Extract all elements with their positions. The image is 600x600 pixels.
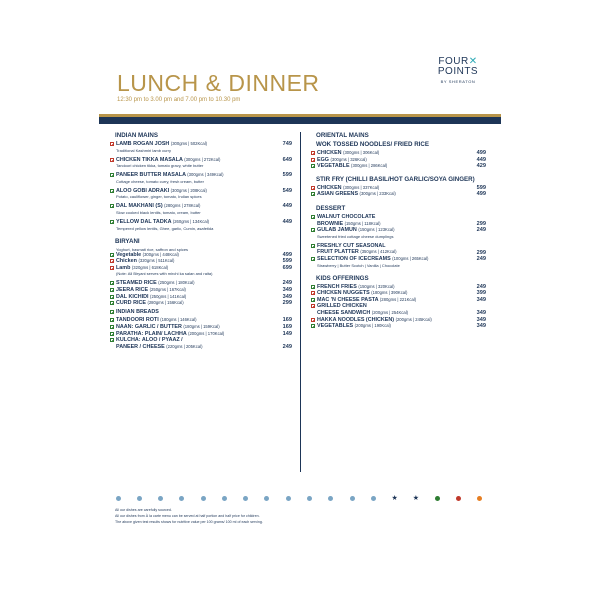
left-column	[110, 128, 292, 350]
contains-sesame-icon	[283, 494, 293, 502]
menu-item-oriental-chicken: CHICKEN (300gms | 306Kcal) 499	[311, 150, 486, 157]
footer-note-2: All our dishes from À la carte menu can be served at half portion and half price for children.	[115, 514, 260, 518]
veg-icon	[110, 253, 114, 257]
contains-alcohol-icon	[368, 494, 378, 502]
footer-note-3: The above given test results shows for nutritive value per 100 grams/ 100 ml of each serving.	[115, 520, 263, 524]
menu-item-biryani-chicken: Chicken (320gms | 511Kcal) 599	[110, 258, 292, 265]
price: 249	[476, 227, 486, 234]
menu-item-gulab-jamun: GULAB JAMUN (150gms | 123Kcal) Sweetened fried cottage cheese dumplings 249	[311, 227, 486, 239]
menu-item-aloo-gobi-adraki: ALOO GOBI ADRAKI (300gms | 208Kcal) Potato, cauliflower, ginger, tomato, Indian spices 549	[110, 188, 292, 200]
non-veg-icon	[311, 158, 315, 162]
contains-mustard-icon	[305, 494, 315, 502]
allergen-icon-row	[113, 494, 485, 504]
price: 349	[476, 323, 486, 330]
menu-item-grilled-chicken-sandwich: GRILLED CHICKEN CHEESE SANDWICH (200gms | 254Kcal) 349	[311, 303, 486, 316]
contains-celery-icon	[262, 494, 272, 502]
menu-item-biryani-vegetable: Vegetable (300gms | 448Kcal) 499	[110, 252, 292, 259]
menu-item-oriental-egg: EGG (300gms | 326Kcal) 449	[311, 157, 486, 164]
menu-item-walnut-brownie: WALNUT CHOCOLATE BROWNIE (150gms | 118Kcal) 299	[311, 214, 486, 227]
veg-icon	[110, 204, 114, 208]
veg-icon	[110, 338, 114, 342]
non-veg-icon	[110, 158, 114, 162]
logo-line-sheraton: BY SHERATON	[440, 79, 476, 84]
veg-icon	[110, 310, 114, 314]
menu-item-naan: NAAN: GARLIC / BUTTER (180gms | 159Kcal) 169	[110, 324, 292, 331]
non-veg-icon	[311, 291, 315, 295]
non-veg-icon	[311, 186, 315, 190]
contains-egg-icon	[177, 494, 187, 502]
price: 749	[282, 141, 292, 147]
logo-line-points: POINTS	[437, 66, 479, 77]
spicy-icon	[475, 494, 485, 502]
price: 249	[476, 283, 486, 290]
veg-icon	[110, 173, 114, 177]
veg-icon	[311, 228, 315, 232]
non-veg-icon	[311, 318, 315, 322]
price: 549	[282, 187, 292, 194]
menu-item-chicken-tikka-masala: CHICKEN TIKKA MASALA (300gms | 272Kcal) Tandoori chicken tikka, tomato gravy, white butter 649	[110, 157, 292, 169]
menu-item-stirfry-chicken: CHICKEN (300gms | 337Kcal) 599	[311, 185, 486, 192]
contains-fish-icon	[219, 494, 229, 502]
chef-special-star-icon: ★	[391, 494, 398, 502]
non-veg-icon	[110, 259, 114, 263]
veg-icon	[110, 325, 114, 329]
contains-soy-icon	[198, 494, 208, 502]
price: 699	[282, 264, 292, 271]
veg-icon	[311, 324, 315, 328]
subsection-noodles-rice: WOK TOSSED NOODLES/ FRIED RICE	[316, 141, 429, 148]
chef-special-star-icon-2: ★	[412, 494, 420, 502]
section-indian-breads: INDIAN BREADS	[110, 309, 292, 316]
price: 449	[282, 203, 292, 210]
contains-sulphite-icon	[347, 494, 357, 502]
menu-item-kulcha: KULCHA: ALOO / PYAAZ /	[110, 337, 292, 344]
menu-item-oriental-vegetable: VEGETABLE (300gms | 286Kcal) 429	[311, 163, 486, 170]
price: 249	[282, 343, 292, 350]
price: 249	[282, 280, 292, 287]
non-veg-icon	[110, 266, 114, 270]
service-hours: 12:30 pm to 3.00 pm and 7.00 pm to 10.30 pm	[117, 97, 241, 103]
veg-icon	[110, 220, 114, 224]
veg-icon	[110, 332, 114, 336]
price: 299	[476, 220, 486, 227]
veg-icon	[110, 288, 114, 292]
price: 349	[282, 286, 292, 293]
menu-item-dal-kichidi: DAL KICHIDI (250gms | 141Kcal) 349	[110, 294, 292, 301]
non-vegetarian-icon	[454, 494, 464, 502]
menu-item-icecreams: SELECTION OF ICECREAMS (100gms | 265Kcal) Strawberry | Butter Scotch | Vanilla | Chocolate 249	[311, 256, 486, 268]
menu-item-fruit-platter: FRESHLY CUT SEASONAL FRUIT PLATTER (350gms | 412Kcal) 299	[311, 243, 486, 256]
menu-item-hakka-noodles: HAKKA NOODLES (CHICKEN) (200gms | 245Kcal) 349	[311, 317, 486, 324]
price: 649	[282, 156, 292, 163]
veg-icon	[110, 281, 114, 285]
price: 349	[476, 296, 486, 303]
biryani-desc: Yoghurt, basmati rice, saffron and spices	[116, 246, 189, 252]
price: 349	[282, 293, 292, 300]
section-biryani: BIRYANI	[115, 237, 140, 245]
menu-item-french-fries: FRENCH FRIES (150gms | 320Kcal) 249	[311, 284, 486, 291]
menu-item-jeera-rice: JEERA RICE (250gms | 167Kcal) 349	[110, 287, 292, 294]
footer-note-1: All our dishes are carefully sourced.	[115, 508, 172, 512]
menu-item-paneer-butter-masala: PANEER BUTTER MASALA (300gms | 349Kcal) Cottage cheese, tomato curry, fresh cream, butter 599	[110, 172, 292, 184]
menu-item-mac-n-cheese: MAC 'N CHEESE PASTA (280gms | 221Kcal) 349	[311, 297, 486, 304]
price: 449	[476, 156, 486, 163]
menu-item-lamb-rogan-josh: LAMB ROGAN JOSH (300gms | 502Kcal) Traditional Kashmiri lamb curry 749	[110, 141, 292, 153]
contains-dairy-icon	[156, 494, 166, 502]
price: 599	[282, 172, 292, 179]
price: 299	[476, 249, 486, 256]
price: 249	[476, 255, 486, 262]
veg-icon	[311, 298, 315, 302]
veg-icon	[311, 215, 315, 219]
veg-icon	[110, 318, 114, 322]
price: 429	[476, 163, 486, 170]
section-oriental-mains: ORIENTAL MAINS	[316, 132, 369, 139]
menu-item-yellow-dal-tadka: YELLOW DAL TADKA (260gms | 134Kcal) Tempered yellow lentils, Ghee, garlic, Cumin, asafetida 449	[110, 219, 292, 231]
right-column	[311, 128, 486, 330]
veg-icon	[311, 285, 315, 289]
contains-shellfish-icon	[241, 494, 251, 502]
veg-icon	[311, 164, 315, 168]
section-indian-mains: INDIAN MAINS	[115, 132, 158, 139]
header-navy-band	[99, 117, 501, 124]
price: 449	[282, 218, 292, 225]
price: 169	[282, 317, 292, 324]
price: 349	[476, 310, 486, 317]
logo-line-four: FOUR✕	[438, 56, 478, 67]
menu-item-biryani-lamb: Lamb (320gms | 618Kcal) (Note: All Biryani serves with mirchi ka salan and raita) 699	[110, 265, 292, 277]
contains-gluten-icon	[134, 494, 144, 502]
price: 499	[282, 251, 292, 258]
menu-item-kids-vegetables: VEGETABLES (200gms | 190Kcal) 349	[311, 323, 486, 330]
menu-item-chicken-nuggets: CHICKEN NUGGETS (180gms | 390Kcal) 399	[311, 290, 486, 297]
subsection-stir-fry: STIR FRY (CHILLI BASIL/HOT GARLIC/SOYA GINGER)	[316, 175, 475, 183]
vegetarian-icon	[432, 494, 442, 502]
price: 399	[476, 290, 486, 297]
section-kids-offerings: KIDS OFFERINGS	[316, 274, 369, 282]
price: 599	[282, 258, 292, 265]
veg-icon	[311, 244, 315, 248]
price: 499	[476, 191, 486, 198]
section-dessert: DESSERT	[316, 204, 346, 212]
four-points-logo	[428, 57, 488, 84]
non-veg-icon	[311, 304, 315, 308]
veg-icon	[110, 295, 114, 299]
menu-item-asian-greens: ASIAN GREENS (300gms | 233Kcal) 499	[311, 191, 486, 198]
non-veg-icon	[311, 151, 315, 155]
column-divider	[300, 132, 301, 472]
contains-lupin-icon	[326, 494, 336, 502]
veg-icon	[311, 257, 315, 261]
non-veg-icon	[110, 142, 114, 146]
page-title: LUNCH & DINNER	[117, 70, 320, 96]
price: 349	[476, 316, 486, 323]
price: 169	[282, 323, 292, 330]
price: 499	[476, 150, 486, 156]
veg-icon	[110, 301, 114, 305]
menu-item-curd-rice: CURD RICE (280gms | 156Kcal) 299	[110, 300, 292, 307]
price: 599	[476, 184, 486, 191]
menu-item-paratha: PARATHA: PLAIN/ LACHHA (200gms | 170Kcal) 149	[110, 331, 292, 338]
menu-item-tandoori-roti: TANDOORI ROTI (180gms | 146Kcal) 169	[110, 317, 292, 324]
price: 299	[282, 300, 292, 307]
menu-item-steamed-rice: STEAMED RICE (250gms | 180Kcal) 249	[110, 280, 292, 287]
menu-item-kulcha-paneer: PANEER / CHEESE (220gms | 205Kcal) 249	[116, 343, 292, 350]
menu-item-dal-makhani: DAL MAKHANI (S) (280gms | 278Kcal) Slow cooked black lentils, tomato, cream, butter 449	[110, 203, 292, 215]
veg-icon	[311, 192, 315, 196]
veg-icon	[110, 189, 114, 193]
price: 149	[282, 330, 292, 337]
contains-nuts-icon	[113, 494, 123, 502]
